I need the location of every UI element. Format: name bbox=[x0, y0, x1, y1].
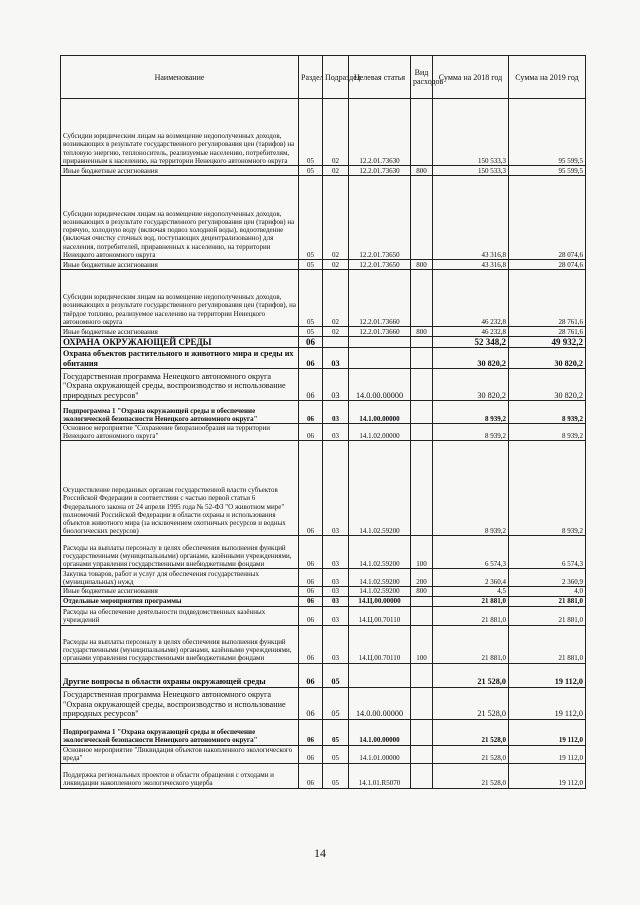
table-row bbox=[61, 569, 586, 587]
row-sum-2019: 28 761,6 bbox=[509, 327, 586, 337]
row-target-article: 12.2.01.73650 bbox=[349, 260, 411, 270]
row-target-article: 14.Ц.00.70110 bbox=[349, 606, 411, 625]
header-section: Раздел bbox=[299, 56, 323, 99]
row-subsection: 03 bbox=[323, 348, 349, 369]
row-sum-2019: 19 112,0 bbox=[509, 663, 586, 687]
row-expense-type bbox=[411, 745, 433, 763]
row-name: Другие вопросы в области охраны окружающей среды bbox=[61, 663, 299, 687]
row-expense-type: 100 bbox=[411, 625, 433, 663]
row-name: Охрана объектов растительного и животного мира и среды их обитания bbox=[61, 348, 299, 369]
table-row bbox=[61, 176, 586, 260]
table-row bbox=[61, 441, 586, 536]
row-expense-type: 800 bbox=[411, 327, 433, 337]
row-target-article: 14.1.02.59200 bbox=[349, 587, 411, 596]
row-section: 06 bbox=[299, 569, 323, 587]
row-sum-2019: 95 599,5 bbox=[509, 99, 586, 166]
row-sum-2018: 43 316,8 bbox=[433, 260, 509, 270]
row-sum-2018: 21 528,0 bbox=[433, 745, 509, 763]
row-name: Поддержка региональных проектов в области обращения с отходами и ликвидации накопленного экологического ущерба bbox=[61, 763, 299, 788]
row-target-article: 14.0.00.00000 bbox=[349, 687, 411, 719]
row-subsection: 03 bbox=[323, 596, 349, 606]
row-name: Подпрограмма 1 "Охрана окружающей среды и обеспечение экологической безопасности Ненецкого автономного округа" bbox=[61, 719, 299, 745]
table-row bbox=[61, 663, 586, 687]
row-sum-2019: 8 939,2 bbox=[509, 441, 586, 536]
row-sum-2019: 4,0 bbox=[509, 587, 586, 596]
row-sum-2019: 49 932,2 bbox=[509, 337, 586, 348]
page-number: 14 bbox=[314, 846, 326, 860]
row-target-article: 12.2.01.73630 bbox=[349, 99, 411, 166]
row-section: 06 bbox=[299, 337, 323, 348]
row-sum-2019: 19 112,0 bbox=[509, 719, 586, 745]
row-name: Осуществление переданных органам государственной власти субъектов Российской Федерации в соответствии с частью первой статьи 6 Федерального закона от 24 апреля 1995 года № 52-ФЗ "О животном мире" полномочий Российской Федерации в области охраны и использования объектов животного мира (за исключением охотничьих ресурсов и водных биологических ресурсов) bbox=[61, 441, 299, 536]
row-expense-type bbox=[411, 441, 433, 536]
row-subsection: 05 bbox=[323, 763, 349, 788]
row-sum-2019: 6 574,3 bbox=[509, 536, 586, 569]
table-row bbox=[61, 719, 586, 745]
row-sum-2018: 21 528,0 bbox=[433, 687, 509, 719]
row-subsection bbox=[323, 337, 349, 348]
row-expense-type: 100 bbox=[411, 536, 433, 569]
row-sum-2018: 21 528,0 bbox=[433, 763, 509, 788]
row-section: 06 bbox=[299, 424, 323, 441]
row-section: 05 bbox=[299, 99, 323, 166]
table-row bbox=[61, 166, 586, 176]
row-section: 06 bbox=[299, 745, 323, 763]
row-section: 06 bbox=[299, 687, 323, 719]
row-sum-2018: 43 316,8 bbox=[433, 176, 509, 260]
row-expense-type bbox=[411, 424, 433, 441]
row-sum-2019: 30 820,2 bbox=[509, 369, 586, 401]
row-sum-2018: 21 881,0 bbox=[433, 625, 509, 663]
row-sum-2019: 21 881,0 bbox=[509, 596, 586, 606]
row-sum-2019: 21 881,0 bbox=[509, 606, 586, 625]
row-target-article: 14.Ц.00.00000 bbox=[349, 596, 411, 606]
row-name: Подпрограмма 1 "Охрана окружающей среды и обеспечение экологической безопасности Ненецкого автономного округа" bbox=[61, 401, 299, 424]
row-section: 05 bbox=[299, 327, 323, 337]
row-subsection: 03 bbox=[323, 441, 349, 536]
row-name: Основное мероприятие "Ликвидация объектов накопленного экологического вреда" bbox=[61, 745, 299, 763]
row-expense-type bbox=[411, 606, 433, 625]
row-sum-2019: 8 939,2 bbox=[509, 424, 586, 441]
row-section: 06 bbox=[299, 536, 323, 569]
row-name: Отдельные мероприятия программы bbox=[61, 596, 299, 606]
table-row bbox=[61, 687, 586, 719]
row-section: 06 bbox=[299, 369, 323, 401]
row-target-article bbox=[349, 337, 411, 348]
row-name: Иные бюджетные ассигнования bbox=[61, 260, 299, 270]
row-target-article: 14.Ц.00.70110 bbox=[349, 625, 411, 663]
row-expense-type bbox=[411, 270, 433, 327]
table-header-row bbox=[61, 56, 586, 99]
row-section: 05 bbox=[299, 166, 323, 176]
row-subsection: 02 bbox=[323, 166, 349, 176]
table-row bbox=[61, 260, 586, 270]
row-subsection: 03 bbox=[323, 401, 349, 424]
row-sum-2019: 30 820,2 bbox=[509, 348, 586, 369]
row-sum-2018: 30 820,2 bbox=[433, 369, 509, 401]
table-row bbox=[61, 745, 586, 763]
row-target-article: 14.1.02.59200 bbox=[349, 569, 411, 587]
row-expense-type bbox=[411, 401, 433, 424]
row-sum-2018: 52 348,2 bbox=[433, 337, 509, 348]
row-section: 06 bbox=[299, 763, 323, 788]
row-sum-2018: 8 939,2 bbox=[433, 401, 509, 424]
table-row bbox=[61, 369, 586, 401]
table-row bbox=[61, 587, 586, 596]
row-subsection: 02 bbox=[323, 99, 349, 166]
table-row bbox=[61, 327, 586, 337]
row-name: ОХРАНА ОКРУЖАЮЩЕЙ СРЕДЫ bbox=[61, 337, 299, 348]
row-expense-type bbox=[411, 99, 433, 166]
row-target-article: 14.1.02.00000 bbox=[349, 424, 411, 441]
row-name: Государственная программа Ненецкого автономного округа "Охрана окружающей среды, воспроизводство и использование природных ресурсов" bbox=[61, 687, 299, 719]
row-expense-type bbox=[411, 176, 433, 260]
row-subsection: 03 bbox=[323, 536, 349, 569]
row-sum-2018: 6 574,3 bbox=[433, 536, 509, 569]
row-sum-2018: 21 528,0 bbox=[433, 719, 509, 745]
table-row bbox=[61, 424, 586, 441]
row-section: 06 bbox=[299, 596, 323, 606]
header-sum-2018: Сумма на 2018 год bbox=[433, 56, 509, 99]
row-subsection: 05 bbox=[323, 687, 349, 719]
row-section: 06 bbox=[299, 625, 323, 663]
table-row bbox=[61, 401, 586, 424]
row-subsection: 03 bbox=[323, 424, 349, 441]
row-name: Субсидии юридическим лицам на возмещение недополученных доходов, возникающих в результате государственного регулирования цен (тарифов) на горячую, холодную воду (включая подвоз холодной воды), водоотведение (включая очистку сточных вод, поступающих децентрализованно) для населения, потребителей, приравненных к населению, на территории Ненецкого автономного округа bbox=[61, 176, 299, 260]
row-subsection: 02 bbox=[323, 176, 349, 260]
row-sum-2018: 8 939,2 bbox=[433, 441, 509, 536]
row-subsection: 02 bbox=[323, 327, 349, 337]
row-subsection: 03 bbox=[323, 625, 349, 663]
row-subsection: 03 bbox=[323, 369, 349, 401]
row-name: Закупка товаров, работ и услуг для обеспечения государственных (муниципальных) нужд bbox=[61, 569, 299, 587]
row-expense-type: 200 bbox=[411, 569, 433, 587]
row-target-article: 12.2.01.73630 bbox=[349, 166, 411, 176]
row-sum-2019: 19 112,0 bbox=[509, 763, 586, 788]
row-name: Субсидии юридическим лицам на возмещение недополученных доходов, возникающих в результате государственного регулирования цен (тарифов) на тепловую энергию, теплоноситель, реализуемые населению, потребителям, приравненным к населению, на территории Ненецкого автономного округа bbox=[61, 99, 299, 166]
row-target-article: 12.2.01.73650 bbox=[349, 176, 411, 260]
table-row bbox=[61, 596, 586, 606]
row-section: 06 bbox=[299, 606, 323, 625]
row-subsection: 03 bbox=[323, 569, 349, 587]
row-section: 06 bbox=[299, 587, 323, 596]
row-sum-2018: 4,5 bbox=[433, 587, 509, 596]
row-name: Субсидии юридическим лицам на возмещение недополученных доходов, возникающих в результате государственного регулирования цен (тарифов), на твёрдое топливо, реализуемое населению на территории Ненецкого автономного округа bbox=[61, 270, 299, 327]
row-expense-type: 800 bbox=[411, 587, 433, 596]
row-expense-type bbox=[411, 337, 433, 348]
row-name: Иные бюджетные ассигнования bbox=[61, 327, 299, 337]
row-target-article: 14.1.01.R5070 bbox=[349, 763, 411, 788]
row-name: Иные бюджетные ассигнования bbox=[61, 587, 299, 596]
row-target-article: 14.1.00.00000 bbox=[349, 401, 411, 424]
row-sum-2018: 150 533,3 bbox=[433, 166, 509, 176]
row-sum-2018: 21 881,0 bbox=[433, 606, 509, 625]
table-row bbox=[61, 763, 586, 788]
row-sum-2018: 2 360,4 bbox=[433, 569, 509, 587]
row-expense-type bbox=[411, 596, 433, 606]
row-name: Основное мероприятие "Сохранение биоразнообразия на территории Ненецкого автономного округа" bbox=[61, 424, 299, 441]
row-sum-2019: 8 939,2 bbox=[509, 401, 586, 424]
header-name: Наименование bbox=[61, 56, 299, 99]
table-row bbox=[61, 348, 586, 369]
row-subsection: 05 bbox=[323, 745, 349, 763]
row-sum-2018: 30 820,2 bbox=[433, 348, 509, 369]
row-name: Расходы на выплаты персоналу в целях обеспечения выполнения функций государственными (муниципальными) органами, казёнными учреждениями, органами управления государственными внебюджетными фондами bbox=[61, 625, 299, 663]
row-sum-2019: 19 112,0 bbox=[509, 687, 586, 719]
table-row bbox=[61, 606, 586, 625]
row-name: Расходы на выплаты персоналу в целях обеспечения выполнения функций государственными (муниципальными) органами, казёнными учреждениями, органами управления государственными внебюджетными фондами bbox=[61, 536, 299, 569]
row-sum-2019: 95 599,5 bbox=[509, 166, 586, 176]
row-subsection: 03 bbox=[323, 606, 349, 625]
row-target-article: 14.1.01.00000 bbox=[349, 745, 411, 763]
row-name: Иные бюджетные ассигнования bbox=[61, 166, 299, 176]
row-section: 06 bbox=[299, 663, 323, 687]
row-section: 05 bbox=[299, 260, 323, 270]
row-sum-2018: 46 232,8 bbox=[433, 270, 509, 327]
row-section: 06 bbox=[299, 719, 323, 745]
table-body bbox=[61, 99, 586, 789]
row-expense-type bbox=[411, 719, 433, 745]
row-section: 05 bbox=[299, 270, 323, 327]
row-expense-type: 800 bbox=[411, 166, 433, 176]
row-sum-2018: 21 881,0 bbox=[433, 596, 509, 606]
header-expense-type: Вид расходов bbox=[411, 56, 433, 99]
row-section: 06 bbox=[299, 441, 323, 536]
row-target-article bbox=[349, 348, 411, 369]
row-sum-2019: 28 074,6 bbox=[509, 260, 586, 270]
row-section: 06 bbox=[299, 401, 323, 424]
header-target: Целевая статья bbox=[349, 56, 411, 99]
row-subsection: 02 bbox=[323, 270, 349, 327]
row-expense-type: 800 bbox=[411, 260, 433, 270]
row-name: Государственная программа Ненецкого автономного округа "Охрана окружающей среды, воспроизводство и использование природных ресурсов" bbox=[61, 369, 299, 401]
row-sum-2019: 28 074,6 bbox=[509, 176, 586, 260]
budget-table bbox=[60, 55, 586, 789]
row-expense-type bbox=[411, 663, 433, 687]
header-sum-2019: Сумма на 2019 год bbox=[509, 56, 586, 99]
row-target-article: 14.0.00.00000 bbox=[349, 369, 411, 401]
row-subsection: 05 bbox=[323, 719, 349, 745]
row-name: Расходы на обеспечение деятельности подведомственных казённых учреждений bbox=[61, 606, 299, 625]
row-subsection: 05 bbox=[323, 663, 349, 687]
row-target-article: 14.1.00.00000 bbox=[349, 719, 411, 745]
row-target-article: 12.2.01.73660 bbox=[349, 327, 411, 337]
row-sum-2018: 8 939,2 bbox=[433, 424, 509, 441]
row-expense-type bbox=[411, 763, 433, 788]
header-subsection: Подраздел bbox=[323, 56, 349, 99]
row-subsection: 02 bbox=[323, 260, 349, 270]
row-target-article: 12.2.01.73660 bbox=[349, 270, 411, 327]
row-sum-2018: 46 232,8 bbox=[433, 327, 509, 337]
row-sum-2019: 2 360,9 bbox=[509, 569, 586, 587]
row-sum-2018: 21 528,0 bbox=[433, 663, 509, 687]
table-row bbox=[61, 99, 586, 166]
table-row bbox=[61, 625, 586, 663]
row-target-article bbox=[349, 663, 411, 687]
row-target-article: 14.1.02.59200 bbox=[349, 441, 411, 536]
row-expense-type bbox=[411, 687, 433, 719]
table-row bbox=[61, 536, 586, 569]
row-sum-2019: 21 881,0 bbox=[509, 625, 586, 663]
row-expense-type bbox=[411, 369, 433, 401]
row-target-article: 14.1.02.59200 bbox=[349, 536, 411, 569]
row-sum-2019: 19 112,0 bbox=[509, 745, 586, 763]
row-section: 06 bbox=[299, 348, 323, 369]
row-sum-2019: 28 761,6 bbox=[509, 270, 586, 327]
table-row bbox=[61, 337, 586, 348]
row-section: 05 bbox=[299, 176, 323, 260]
table-row bbox=[61, 270, 586, 327]
row-sum-2018: 150 533,3 bbox=[433, 99, 509, 166]
row-expense-type bbox=[411, 348, 433, 369]
row-subsection: 03 bbox=[323, 587, 349, 596]
